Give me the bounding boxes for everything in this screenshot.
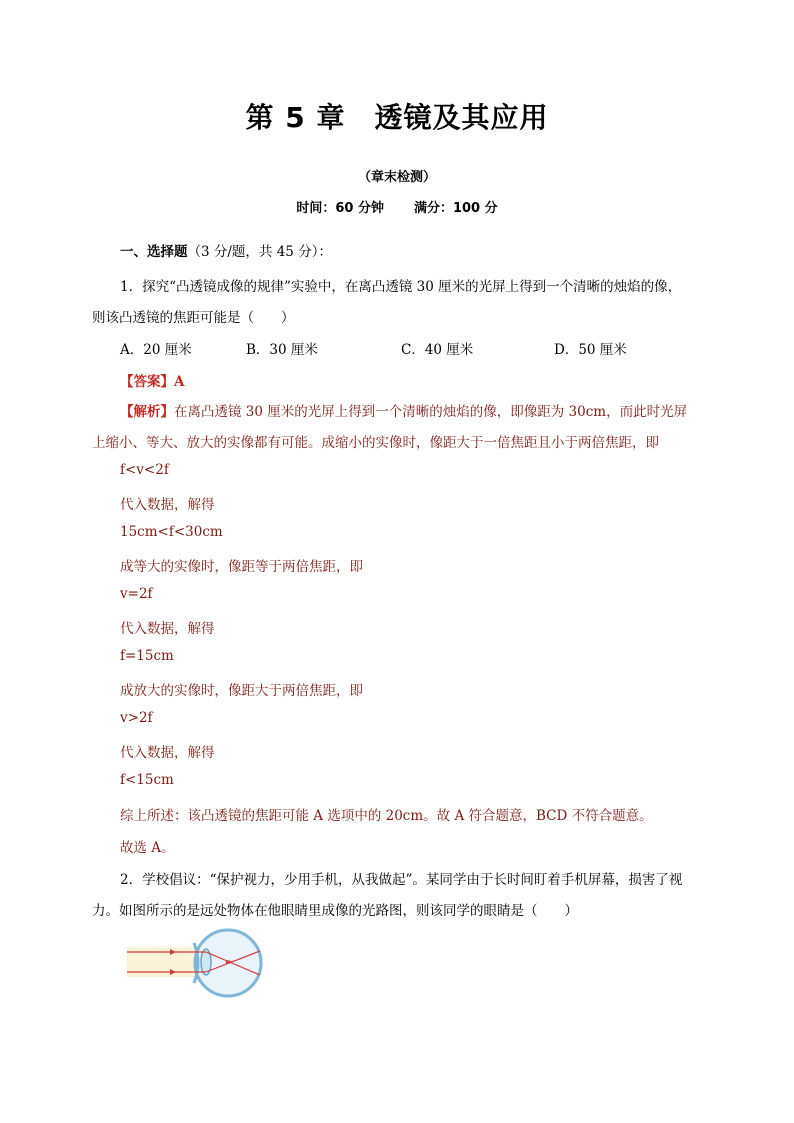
analysis-formula: f<15cm [120,772,174,788]
eye-light-path-diagram [122,925,272,1005]
q1-option-c: C．40 厘米 [401,342,474,358]
answer-value: A [174,374,185,390]
page-subtitle: （章末检测） [357,170,436,185]
analysis-formula: v=2f [120,586,153,602]
q1-option-d: D．50 厘米 [554,342,627,358]
q1-option-b: B．30 厘米 [246,342,318,358]
analysis-formula: v>2f [120,710,153,726]
section-heading [120,240,332,260]
analysis-conclusion: 综上所述：该凸透镜的焦距可能 A 选项中的 20cm。故 A 符合题意，BCD 不符合题意。 [120,808,653,824]
analysis-formula: 15cm<f<30cm [120,524,223,540]
analysis-text: 代入数据，解得 [120,745,215,761]
analysis-text: 代入数据，解得 [120,497,215,513]
q1-option-a: A．20 厘米 [120,342,192,358]
answer-tag: 【答案】 [120,374,174,390]
analysis-formula: f<v<2f [120,462,169,478]
analysis-formula: f=15cm [120,648,174,664]
section-rest: （3 分/题，共 45 分）： [187,244,332,260]
page-title: 第 5 章 透镜及其应用 [245,101,549,134]
analysis-tag: 【解析】 [120,404,174,420]
exam-score: 满分：100 分 [413,201,498,216]
analysis-text: 在离凸透镜 30 厘米的光屏上得到一个清晰的烛焰的像，即像距为 30cm，而此时光屏 [174,404,688,420]
analysis-choice: 故选 A。 [120,840,175,856]
q1-analysis-line-1 [120,400,687,420]
q2-line-2: 力。如图所示的是远处物体在他眼睛里成像的光路图，则该同学的眼睛是（ ） [92,903,578,919]
q2-line-1: 2．学校倡议：“保护视力，少用手机，从我做起”。某同学由于长时间盯着手机屏幕，损害了视 [120,872,683,888]
exam-meta [0,197,794,216]
q1-answer [120,370,184,390]
q1-line-2: 则该凸透镜的焦距可能是（ ） [92,310,295,326]
q1-analysis-line-2: 上缩小、等大、放大的实像都有可能。成缩小的实像时，像距大于一倍焦距且小于两倍焦距，即 [92,435,659,451]
analysis-text: 成等大的实像时，像距等于两倍焦距，即 [120,559,363,575]
section-label: 一、选择题 [120,244,188,260]
analysis-text: 代入数据，解得 [120,621,215,637]
q1-line-1: 1．探究“凸透镜成像的规律”实验中，在离凸透镜 30 厘米的光屏上得到一个清晰的烛焰的像， [120,279,682,295]
analysis-text: 成放大的实像时，像距大于两倍焦距，即 [120,683,363,699]
exam-time: 时间：60 分钟 [296,201,384,216]
